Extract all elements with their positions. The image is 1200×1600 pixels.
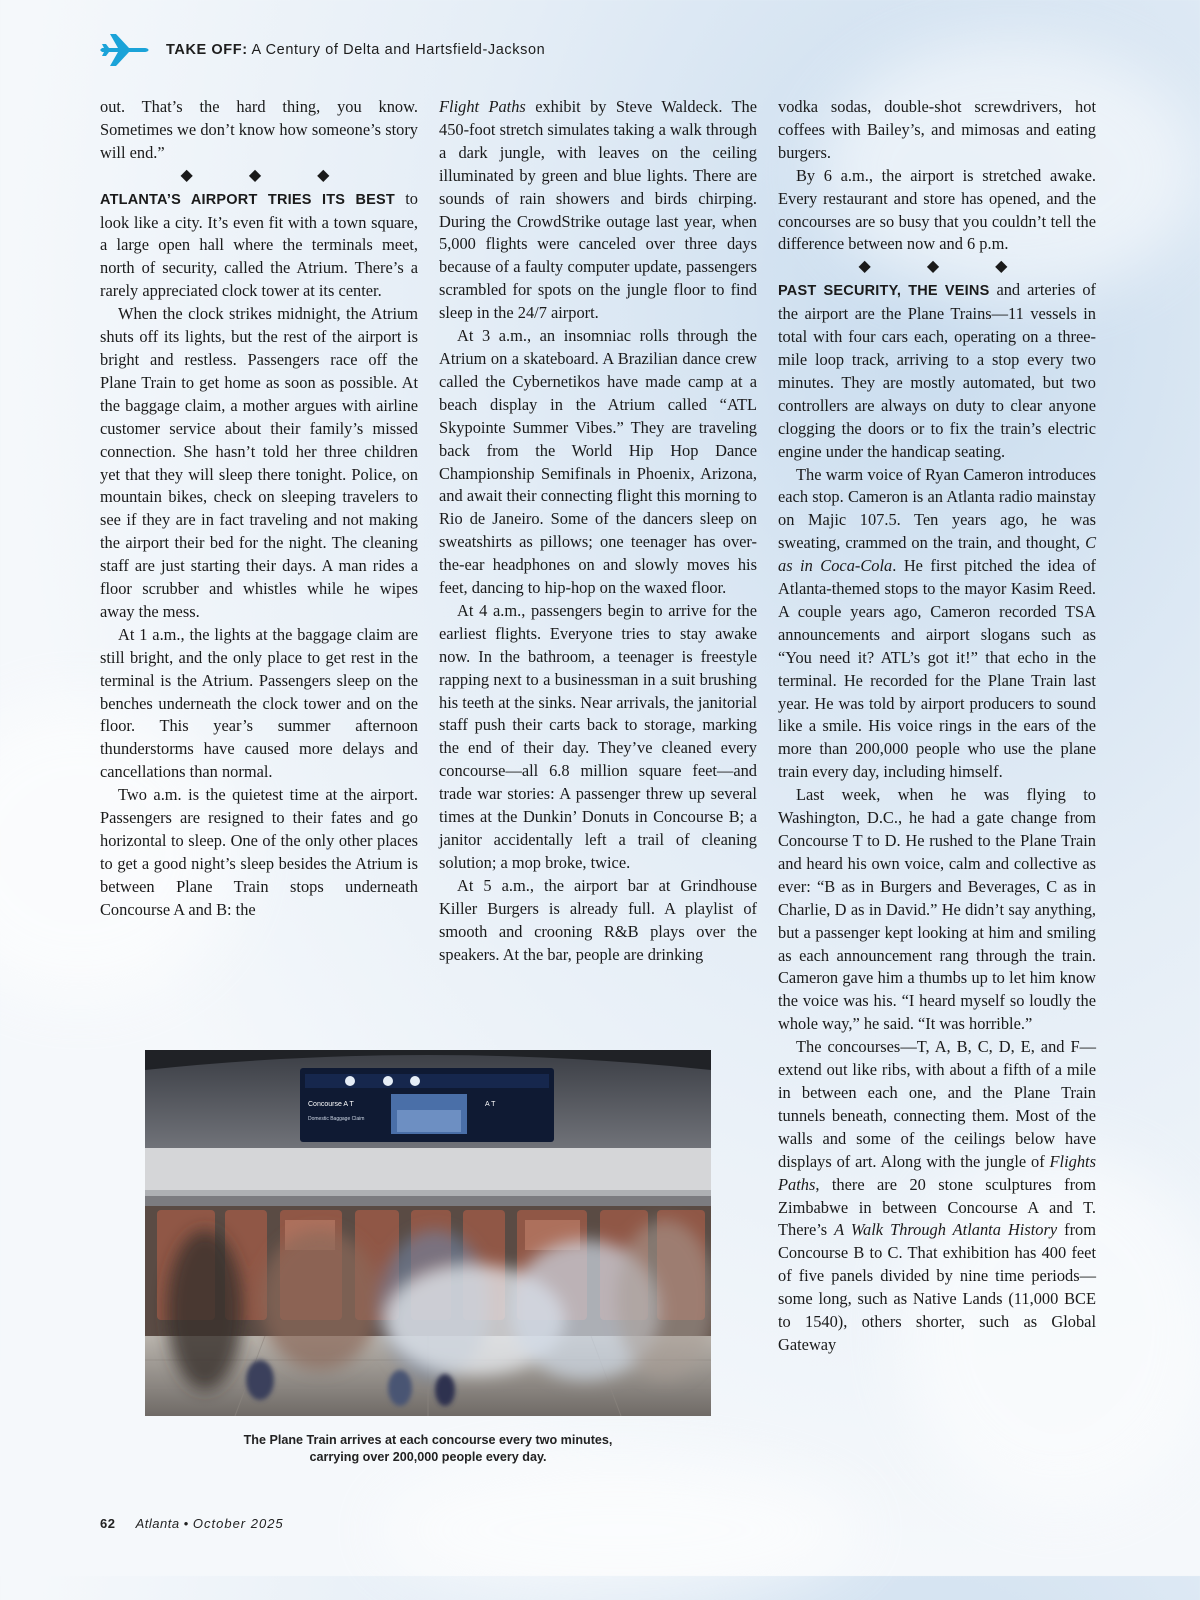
issue-date: October 2025 <box>192 1516 284 1531</box>
sign-subtext-left: Domestic Baggage Claim <box>308 1116 365 1122</box>
paragraph-text: exhibit by Steve Waldeck. The 450-foot stretch simulates taking a walk through a dark jungle, with leaves on the ceiling illuminated by green and blue lights. There are sounds of rain showers and birds chirping. During the CrowdStrike outage last year, when 5,000 flights were canceled over three days because of a faulty computer update, passengers scrambled for spots on the jungle floor to find sleep in the 24/7 airport. <box>439 97 757 323</box>
plane-train-illustration <box>145 1050 711 1416</box>
paragraph: At 5 a.m., the airport bar at Grindhouse Killer Burgers is already full. A playlist of smooth and crooning R&B plays over the speakers. At the bar, people are drinking <box>439 875 757 964</box>
paragraph-text: , there are 20 stone sculptures from Zimbabwe in between Concourse A and T. There’s <box>778 1174 1096 1240</box>
paragraph-text: The warm voice of Ryan Cameron introduces each stop. Cameron is an Atlanta radio mainstay on Majic 107.5. Ten years ago, he was sweating, crammed on the train, and thought, <box>778 464 1096 553</box>
page-header <box>100 30 545 70</box>
paragraph-text: from Concourse B to C. That exhibition has 400 feet of five panels divided by nine time periods—some long, such as Native Lands (11,000 BCE to 1540), others shorter, such as Global Gateway <box>778 1220 1097 1354</box>
exhibit-title: Flight Paths <box>439 97 526 116</box>
paragraph: By 6 a.m., the airport is stretched awake. Every restaurant and store has opened, and the concourses are so busy that you couldn’t tell the difference between now and 6 p.m. <box>778 165 1096 254</box>
paragraph <box>778 1036 1096 1357</box>
page-footer <box>100 1516 284 1531</box>
article-column-2 <box>439 96 757 966</box>
article-column-1 <box>100 96 418 922</box>
paragraph-text: and arteries of the airport are the Plane Trains—11 vessels in total with four cars each, operating on a three-mile loop track, arriving to a stop every two minutes. They are mostly automated, but two controllers are always on duty to clear anyone clogging the doors or to fix the train’s electric engine under the handicap seating. <box>778 280 1097 461</box>
paragraph: When the clock strikes midnight, the Atrium shuts off its lights, but the rest of the airport is bright and restless. Passengers race off the Plane Train to get home as soon as possible. At the baggage claim, a mother argues with airline customer service about their family’s missed connection. She hasn’t told her three children yet that they will sleep there tonight. Police, on mountain bikes, check on sleeping travelers to see if they are in fact traveling and not making the airport their bed for the night. The cleaning staff are just starting their days. A man rides a floor scrubber and whistles while he wipes away the mess. <box>100 304 418 621</box>
paragraph-text: The concourses—T, A, B, C, D, E, and F—extend out like ribs, with about a fifth of a mile in between each one, and the Plane Train tunnels beneath, connecting them. Most of the walls and some of the ceilings below have displays of art. Along with the jungle of <box>778 1037 1096 1171</box>
exhibit-title: Flights Paths <box>778 1151 1096 1194</box>
lead-in: ATLANTA’S AIRPORT TRIES ITS BEST <box>100 191 395 208</box>
lead-in: PAST SECURITY, THE VEINS <box>778 283 990 300</box>
section-title <box>166 42 545 58</box>
paragraph: vodka sodas, double-shot screwdrivers, hot coffees with Bailey’s, and mimosas and eating burgers. <box>778 97 1096 162</box>
paragraph-text: to look like a city. It’s even fit with a town square, a large open hall where the terminals meet, north of security, called the Atrium. There’s a rarely appreciated clock tower at its center. <box>100 188 418 301</box>
paragraph <box>439 96 757 325</box>
sign-text-right: A T <box>485 1101 496 1108</box>
italic-phrase: C as in Coca-Cola <box>778 533 1096 576</box>
section-label: TAKE OFF: <box>166 42 248 58</box>
article-column-3 <box>778 96 1096 1357</box>
section-divider: ◆ ◆ ◆ <box>180 166 356 184</box>
paragraph <box>778 464 1096 785</box>
airplane-icon <box>100 30 152 70</box>
sign-text-left: Concourse A T <box>308 1101 354 1108</box>
footer-separator: • <box>183 1516 189 1531</box>
caption-line: The Plane Train arrives at each concourse every two minutes, <box>243 1433 613 1447</box>
page-number: 62 <box>100 1516 116 1531</box>
paragraph-text: . He first pitched the idea of Atlanta-themed stops to the mayor Kasim Reed. A couple years ago, Cameron recorded TSA announcements and airport slogans such as “You need it? ATL’s got it!” that echo in the terminal. He recorded for the Plane Train last year. He was told by airport producers to sound like a smile. His voice rings in the ears of the more than 200,000 people who use the plane train every day, including himself. <box>778 556 1096 782</box>
paragraph: out. That’s the hard thing, you know. Sometimes we don’t know how someone’s story will end.” <box>100 97 418 162</box>
section-name: A Century of Delta and Hartsfield-Jackson <box>251 42 546 58</box>
paragraph: At 3 a.m., an insomniac rolls through the Atrium on a skateboard. A Brazilian dance crew called the Cybernetikos have made camp at a beach display in the Atrium called “ATL Skypointe Summer Vibes.” They are traveling back from the World Hip Hop Dance Championship Semifinals in Phoenix, Arizona, and await their connecting flight this morning to Rio de Janeiro. Some of the dancers sleep on sweatshirts as pillows; one teenager has over-the-ear headphones on and slowly moves his feet, dancing to hip-hop on the waxed floor. <box>439 326 757 598</box>
paragraph <box>778 279 1096 463</box>
publication-name: Atlanta <box>135 1516 180 1531</box>
background-cloud <box>380 1460 860 1600</box>
caption-line: carrying over 200,000 people every day. <box>309 1450 547 1464</box>
plane-train-photo <box>145 1050 711 1416</box>
paragraph <box>100 188 418 304</box>
section-divider: ◆ ◆ ◆ <box>858 258 1034 276</box>
paragraph: Last week, when he was flying to Washington, D.C., he had a gate change from Concourse T to D. He rushed to the Plane Train and heard his own voice, calm and collective as ever: “B as in Burgers and Beverages, C as in Charlie, D as in David.” He didn’t say anything, but a passenger kept looking at him and smiling as each announcement rang through the train. Cameron gave him a thumbs up to let him know the voice was his. “I heard myself so loudly the whole way,” he said. “It was horrible.” <box>778 785 1096 1034</box>
exhibit-title: A Walk Through Atlanta History <box>834 1220 1058 1240</box>
photo-caption <box>145 1432 711 1466</box>
paragraph: At 1 a.m., the lights at the baggage claim are still bright, and the only place to get rest in the terminal is the Atrium. Passengers sleep on the benches underneath the clock tower and on the floor. This year’s summer afternoon thunderstorms have caused more delays and cancellations than normal. <box>100 624 418 782</box>
paragraph: At 4 a.m., passengers begin to arrive for the earliest flights. Everyone tries to stay awake now. In the bathroom, a teenager is freestyle rapping next to a businessman in a suit brushing his teeth at the sinks. Near arrivals, the janitorial staff push their carts back to storage, marking the end of their day. They’ve cleaned every concourse—all 6.8 million square feet—and trade war stories: A passenger threw up several times at the Dunkin’ Donuts in Concourse B; a janitor accidentally left a trail of cleaning solution; a mop broke, twice. <box>439 600 757 872</box>
paragraph: Two a.m. is the quietest time at the airport. Passengers are resigned to their fates and go horizontal to sleep. One of the only other places to get a good night’s sleep besides the Atrium is between Plane Train stops underneath Concourse A and B: the <box>100 785 418 919</box>
